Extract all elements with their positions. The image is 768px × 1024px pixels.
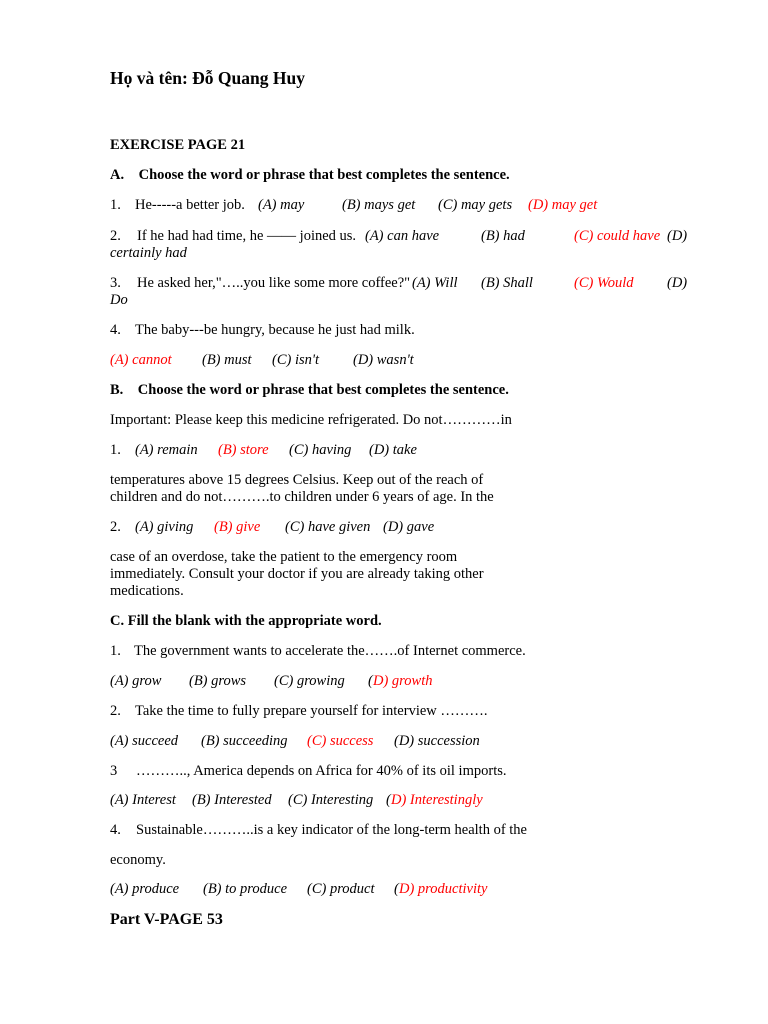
option-c: (C) isn't (272, 352, 320, 368)
section-c-heading: C. Fill the blank with the appropriate word. (110, 613, 382, 629)
option-d-continued: Do (110, 292, 128, 308)
option-b: (B) must (202, 352, 252, 368)
section-b-heading: B. Choose the word or phrase that best completes the sentence. (110, 382, 509, 398)
option-a: (A) succeed (110, 733, 179, 749)
option-d: (D) take (369, 442, 417, 458)
passage-line: temperatures above 15 degrees Celsius. Keep out of the reach of (110, 472, 484, 488)
question-stem: The baby-‐-be hungry, because he just had milk. (135, 322, 415, 338)
question-number: 3 (110, 763, 118, 779)
option-a: (A) Will (412, 275, 458, 291)
passage-line: children and do not……….to children under 6 years of age. In the (110, 489, 494, 505)
option-b: (B) Shall (481, 275, 533, 291)
question-number: 3. (110, 275, 121, 291)
question-number: 2. (110, 519, 121, 535)
question-stem: Sustainable………..is a key indicator of the long-term health of the (136, 822, 527, 838)
question-stem: The government wants to accelerate the…….of Internet commerce. (134, 643, 526, 659)
part-v-heading: Part V-PAGE 53 (110, 911, 223, 928)
question-number: 1. (110, 197, 121, 213)
option-d-paren: ( (394, 881, 399, 897)
option-a: (A) can have (365, 228, 440, 244)
option-d: (D) (667, 275, 688, 291)
option-a: (A) remain (135, 442, 198, 458)
section-a-heading: A. Choose the word or phrase that best completes the sentence. (110, 167, 510, 183)
question-stem: ……….., America depends on Africa for 40% of its oil imports. (136, 763, 507, 779)
question-number: 2. (110, 703, 121, 719)
option-d: (D) gave (383, 519, 435, 535)
option-d: (D) succession (394, 733, 480, 749)
option-d: (D) wasn't (353, 352, 414, 368)
option-c-answer: (C) success (307, 733, 374, 749)
option-b: (B) mays get (342, 197, 416, 213)
question-stem: He-----a better job. (135, 197, 245, 213)
option-b: (B) succeeding (201, 733, 288, 749)
question-number: 4. (110, 822, 121, 838)
question-stem: If he had had time, he —— joined us. (137, 228, 357, 244)
option-d-paren: ( (386, 792, 391, 808)
option-c: (C) may gets (438, 197, 513, 213)
option-c: (C) growing (274, 673, 345, 689)
option-b: (B) grows (189, 673, 247, 689)
option-a: (A) may (258, 197, 305, 213)
option-d-answer: D) Interestingly (391, 792, 483, 808)
option-d-paren: ( (368, 673, 373, 689)
option-b-answer: (B) give (214, 519, 261, 535)
option-b-answer: (B) store (218, 442, 269, 458)
option-b: (B) Interested (192, 792, 272, 808)
passage-line: Important: Please keep this medicine refrigerated. Do not…………in (110, 412, 512, 428)
passage-line: medications. (110, 583, 184, 599)
option-c: (C) product (307, 881, 375, 897)
question-number: 1. (110, 643, 121, 659)
question-number: 1. (110, 442, 121, 458)
question-stem-continued: economy. (110, 852, 166, 868)
option-d: (D) (667, 228, 688, 244)
option-c: (C) Interesting (288, 792, 374, 808)
exercise-title: EXERCISE PAGE 21 (110, 137, 246, 153)
option-a-answer: (A) cannot (110, 352, 172, 368)
question-number: 2. (110, 228, 121, 244)
student-name: Họ và tên: Đỗ Quang Huy (110, 68, 305, 88)
option-c: (C) have given (285, 519, 371, 535)
option-d-answer: D) productivity (399, 881, 488, 897)
option-a: (A) giving (135, 519, 194, 535)
option-a: (A) grow (110, 673, 162, 689)
option-c-answer: (C) Would (574, 275, 634, 291)
passage-line: immediately. Consult your doctor if you are already taking other (110, 566, 484, 582)
option-d-continued: certainly had (110, 245, 187, 261)
question-stem: Take the time to fully prepare yourself for interview ………. (135, 703, 488, 719)
option-d-answer: D) growth (373, 673, 433, 689)
option-a: (A) Interest (110, 792, 176, 808)
passage-line: case of an overdose, take the patient to the emergency room (110, 549, 458, 565)
question-stem: He asked her,"…..you like some more coffee?" (137, 275, 411, 291)
option-b: (B) had (481, 228, 525, 244)
option-c-answer: (C) could have (574, 228, 661, 244)
option-a: (A) produce (110, 881, 180, 897)
question-number: 4. (110, 322, 121, 338)
option-c: (C) having (289, 442, 352, 458)
option-b: (B) to produce (203, 881, 288, 897)
option-d-answer: (D) may get (528, 197, 598, 213)
